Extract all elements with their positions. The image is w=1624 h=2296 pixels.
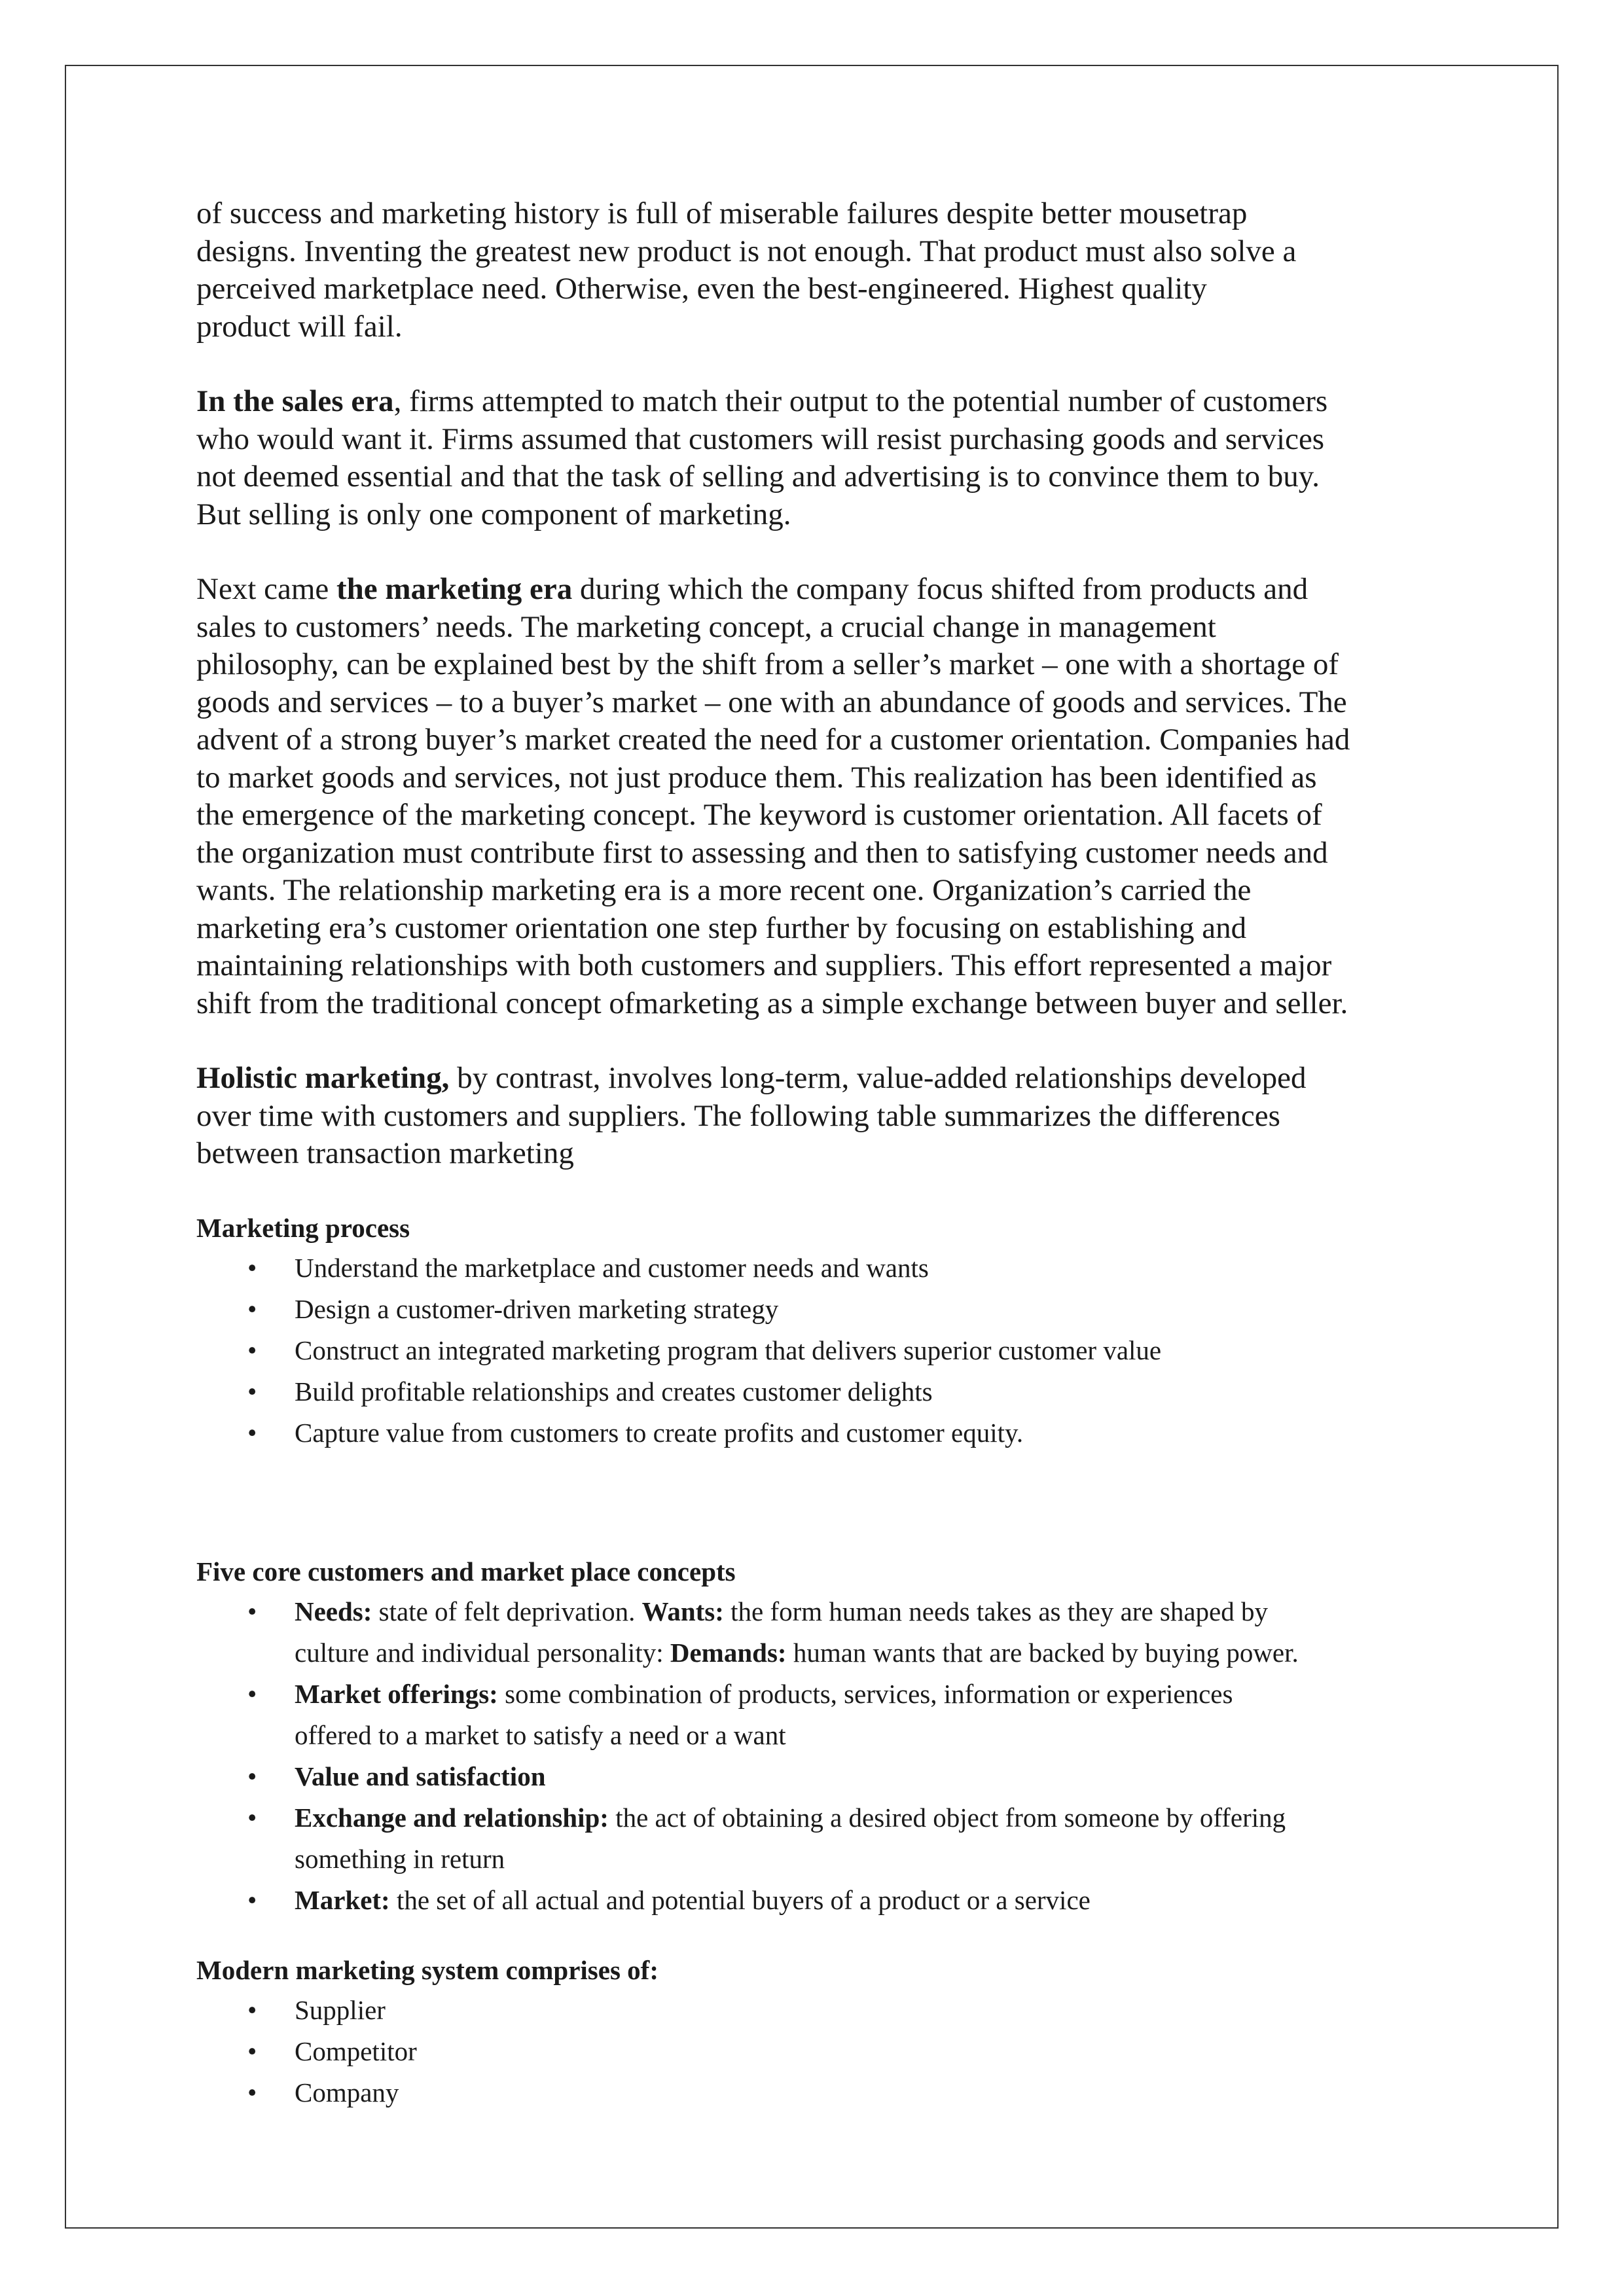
modern-system-heading: Modern marketing system comprises of: (196, 1954, 659, 1985)
list-item-market-offerings (196, 1674, 1440, 1756)
list-item-text: offered to a market to satisfy a need or a want (295, 1719, 786, 1750)
list-item-text: Build profitable relationships and creates customer delights (295, 1376, 933, 1407)
list-item (196, 1412, 1440, 1454)
list-item-exchange (196, 1797, 1440, 1880)
marketing-process-list (196, 1247, 1440, 1454)
text-fragment: by contrast, involves long-term, value-added relationships developed (449, 1061, 1307, 1095)
list-item (196, 2072, 1440, 2113)
list-item-text: Capture value from customers to create profits and customer equity. (295, 1417, 1024, 1448)
needs-term: Needs: (295, 1596, 372, 1626)
text-fragment: the set of all actual and potential buyers of a product or a service (389, 1884, 1091, 1915)
bullet-icon: • (247, 2077, 257, 2108)
bullet-icon: • (247, 1417, 257, 1448)
paragraph-success (196, 195, 1440, 346)
text-line: shift from the traditional concept ofmarketing as a simple exchange between buyer and seller. (196, 986, 1348, 1020)
paragraph-marketing-era (196, 571, 1440, 1022)
text-line: product will fail. (196, 309, 403, 344)
market-term: Market: (295, 1884, 390, 1915)
modern-system-list (196, 1990, 1440, 2113)
text-line: advent of a strong buyer’s market created the need for a customer orientation. Companies had (196, 723, 1350, 757)
list-item-text: Understand the marketplace and customer needs and wants (295, 1252, 929, 1283)
text-line (196, 383, 1440, 421)
list-item-value (196, 1756, 1440, 1797)
text-line: philosophy, can be explained best by the shift from a seller’s market – one with a shortage of (196, 647, 1339, 681)
text-fragment: the act of obtaining a desired object from someone by offering (608, 1802, 1286, 1833)
list-item (196, 2031, 1440, 2072)
list-item-text (295, 1797, 1440, 1839)
core-concepts-list (196, 1591, 1440, 1921)
list-item-market (196, 1880, 1440, 1921)
market-offerings-term: Market offerings: (295, 1678, 498, 1709)
text-line: not deemed essential and that the task of selling and advertising is to convince them to buy. (196, 459, 1320, 493)
text-fragment: , firms attempted to match their output to the potential number of customers (393, 384, 1328, 418)
text-fragment: during which the company focus shifted from products and (572, 572, 1308, 606)
text-line: between transaction marketing (196, 1136, 574, 1170)
holistic-marketing-term: Holistic marketing, (196, 1061, 450, 1095)
text-fragment: state of felt deprivation. (372, 1596, 642, 1626)
document-body (196, 195, 1440, 2113)
bullet-icon: • (247, 1596, 257, 1626)
bullet-icon: • (247, 1994, 257, 2025)
text-line (196, 1060, 1440, 1098)
demands-term: Demands: (670, 1637, 787, 1668)
bullet-icon: • (247, 1678, 257, 1709)
text-line (196, 571, 1440, 609)
text-line: But selling is only one component of marketing. (196, 497, 791, 531)
bullet-icon: • (247, 1802, 257, 1833)
list-item-text: Design a customer-driven marketing strategy (295, 1293, 779, 1324)
list-item-text: Supplier (295, 1994, 386, 2025)
text-line: over time with customers and suppliers. The following table summarizes the differences (196, 1098, 1280, 1133)
list-item-text: Competitor (295, 2036, 417, 2066)
list-item-text (295, 1632, 1440, 1674)
list-item (196, 1371, 1440, 1412)
text-fragment: Next came (196, 572, 337, 606)
list-item (196, 1247, 1440, 1289)
list-item-needs (196, 1591, 1440, 1674)
list-item-text (295, 1756, 1440, 1797)
list-item (196, 1330, 1440, 1371)
list-item-text (295, 1880, 1440, 1921)
list-item-text: something in return (295, 1843, 505, 1874)
text-fragment: culture and individual personality: (295, 1637, 670, 1668)
spacer (196, 1921, 1440, 1950)
bullet-icon: • (247, 1884, 257, 1915)
marketing-process-heading: Marketing process (196, 1212, 410, 1243)
text-fragment: human wants that are backed by buying power. (786, 1637, 1299, 1668)
sales-era-term: In the sales era (196, 384, 394, 418)
list-item-text: Construct an integrated marketing program that delivers superior customer value (295, 1335, 1162, 1365)
text-line: marketing era’s customer orientation one step further by focusing on establishing and (196, 910, 1247, 945)
text-line: goods and services – to a buyer’s market – one with an abundance of goods and services. The (196, 685, 1347, 719)
list-item-text (295, 1674, 1440, 1715)
bullet-icon: • (247, 2036, 257, 2066)
spacer (196, 1454, 1440, 1552)
text-line: of success and marketing history is full of miserable failures despite better mousetrap (196, 196, 1248, 230)
bullet-icon: • (247, 1293, 257, 1324)
text-line: designs. Inventing the greatest new product is not enough. That product must also solve a (196, 234, 1297, 268)
value-term: Value and satisfaction (295, 1761, 546, 1791)
bullet-icon: • (247, 1761, 257, 1791)
wants-term: Wants: (641, 1596, 724, 1626)
text-line: to market goods and services, not just produce them. This realization has been identified as (196, 760, 1317, 795)
text-fragment: some combination of products, services, information or experiences (497, 1678, 1233, 1709)
bullet-icon: • (247, 1335, 257, 1365)
text-line: wants. The relationship marketing era is a more recent one. Organization’s carried the (196, 873, 1252, 907)
bullet-icon: • (247, 1252, 257, 1283)
core-concepts-heading: Five core customers and market place concepts (196, 1556, 736, 1587)
text-line: sales to customers’ needs. The marketing concept, a crucial change in management (196, 609, 1216, 644)
paragraph-holistic-marketing (196, 1060, 1440, 1173)
list-item (196, 1990, 1440, 2031)
marketing-era-term: the marketing era (336, 572, 573, 606)
paragraph-sales-era (196, 383, 1440, 533)
list-item (196, 1289, 1440, 1330)
bullet-icon: • (247, 1376, 257, 1407)
text-line: the organization must contribute first to assessing and then to satisfying customer needs and (196, 835, 1328, 870)
text-line: the emergence of the marketing concept. The keyword is customer orientation. All facets of (196, 798, 1322, 832)
text-fragment: the form human needs takes as they are shaped by (723, 1596, 1269, 1626)
list-item-text: Company (295, 2077, 399, 2108)
text-line: maintaining relationships with both customers and suppliers. This effort represented a major (196, 948, 1332, 982)
text-line: perceived marketplace need. Otherwise, even the best-engineered. Highest quality (196, 272, 1207, 306)
text-line: who would want it. Firms assumed that customers will resist purchasing goods and services (196, 422, 1325, 456)
exchange-term: Exchange and relationship: (295, 1802, 609, 1833)
list-item-text (295, 1591, 1440, 1632)
